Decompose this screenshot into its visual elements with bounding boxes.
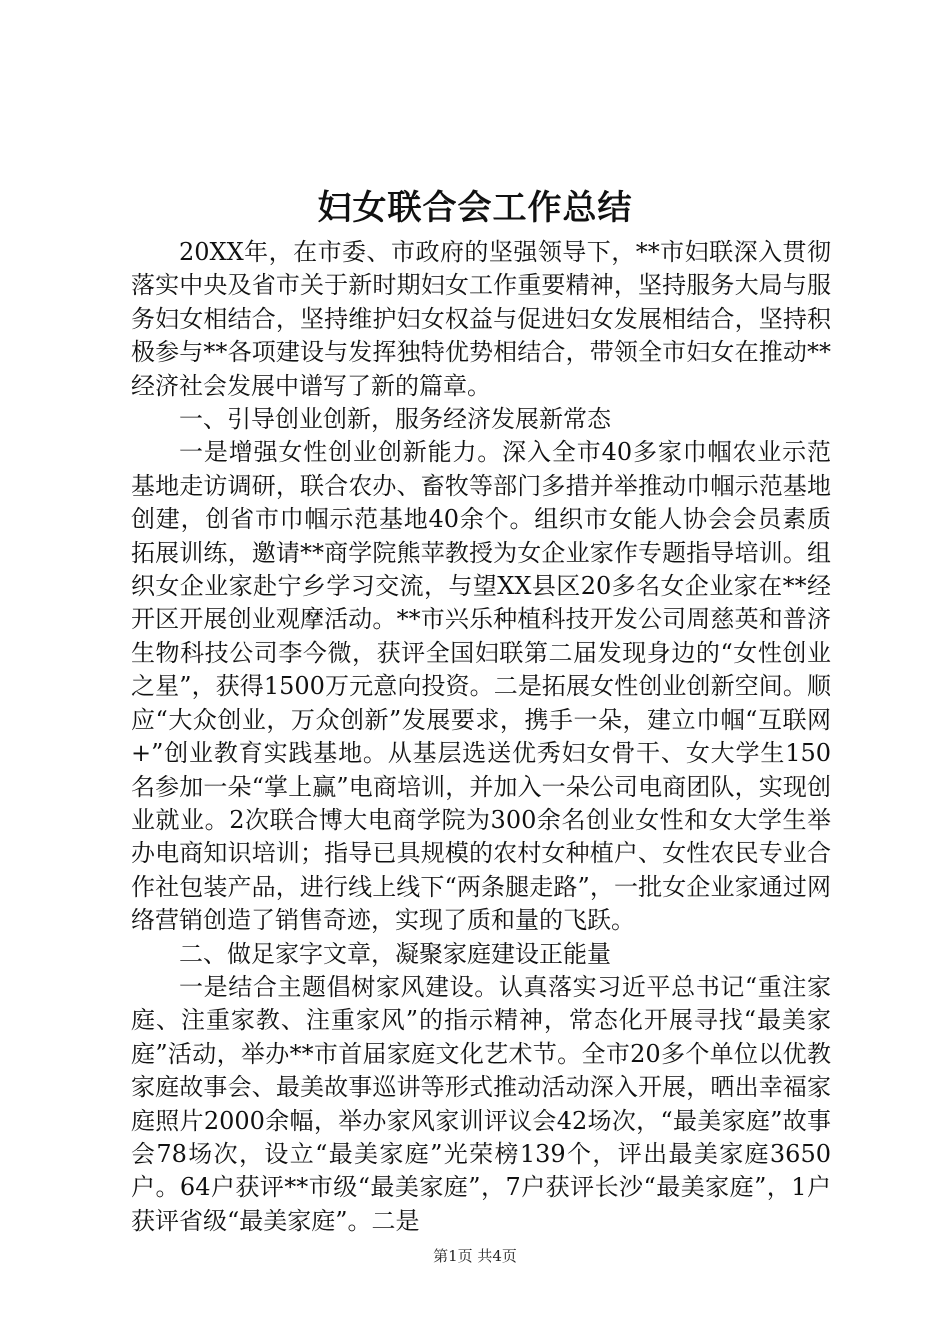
- section-1-paragraph: 一是增强女性创业创新能力。深入全市40多家巾帼农业示范基地走访调研，联合农办、畜牧等部门多措并举推动巾帼示范基地创建，创省市巾帼示范基地40余个。组织市女能人协会会员素质拓展训练，邀请**商学院熊苹教授为女企业家作专题指导培训。组织女企业家赴宁乡学习交流，与望XX县区20多名女企业家在**经开区开展创业观摩活动。**市兴乐种植科技开发公司周慈英和普济生物科技公司李今微，获评全国妇联第二届发现身边的“女性创业之星”，获得1500万元意向投资。二是拓展女性创业创新空间。顺应“大众创业，万众创新”发展要求，携手一朵，建立巾帼“互联网+”创业教育实践基地。从基层选送优秀妇女骨干、女大学生150名参加一朵“掌上赢”电商培训，并加入一朵公司电商团队，实现创业就业。2次联合博大电商学院为300余名创业女性和女大学生举办电商知识培训；指导已具规模的农村女种植户、女性农民专业合作社包装产品，进行线上线下“两条腿走路”，一批女企业家通过网络营销创造了销售奇迹，实现了质和量的飞跃。: [131, 438, 831, 935]
- section-2-paragraph: 一是结合主题倡树家风建设。认真落实习近平总书记“重注家庭、注重家教、注重家风”的指示精神，常态化开展寻找“最美家庭”活动，举办**市首届家庭文化艺术节。全市20多个单位以优教家庭故事会、最美故事巡讲等形式推动活动深入开展，晒出幸福家庭照片2000余幅，举办家风家训评议会42场次，“最美家庭”故事会78场次，设立“最美家庭”光荣榜139个，评出最美家庭3650户。64户获评**市级“最美家庭”，7户获评长沙“最美家庭”，1户获评省级“最美家庭”。二是: [131, 972, 831, 1235]
- document-body: [131, 236, 831, 1238]
- section-heading-2: 二、做足家字文章，凝聚家庭建设正能量: [179, 939, 611, 968]
- intro-paragraph: 20XX年，在市委、市政府的坚强领导下，**市妇联深入贯彻落实中央及省市关于新时期妇女工作重要精神，坚持服务大局与服务妇女相结合，坚持维护妇女权益与促进妇女发展相结合，坚持积极参与**各项建设与发挥独特优势相结合，带领全市妇女在推动**经济社会发展中谱写了新的篇章。: [131, 238, 831, 400]
- section-heading-1: 一、引导创业创新，服务经济发展新常态: [179, 405, 611, 434]
- page-number-footer: 第1页 共4页: [433, 1247, 517, 1265]
- document-title: 妇女联合会工作总结: [317, 188, 633, 228]
